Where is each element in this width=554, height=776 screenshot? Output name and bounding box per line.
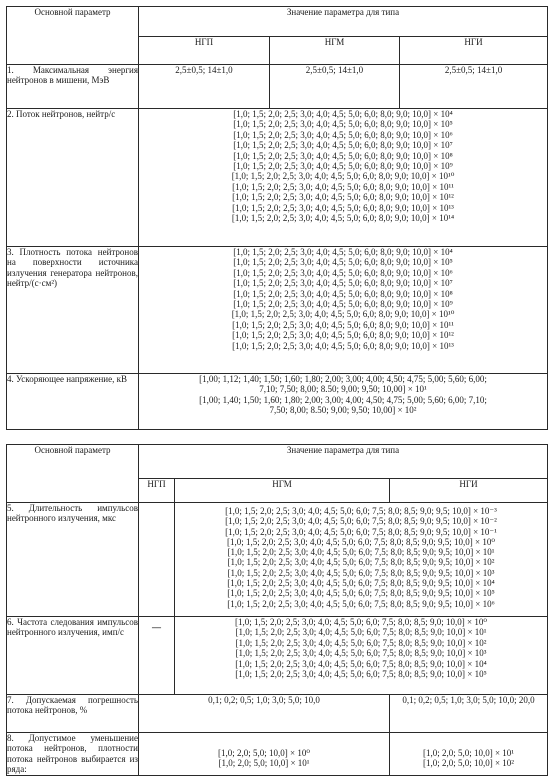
parameters-table-top — [6, 6, 548, 430]
type-header-ngp: НГП — [139, 479, 175, 503]
value-line: [1,0; 1,5; 2,0; 2,5; 3,0; 4,0; 4,5; 5,0; 6,0; 8,0; 9,0; 10,0] × 10⁷ — [233, 140, 453, 151]
value-line: [1,0; 1,5; 2,0; 2,5; 3,0; 4,0; 4,5; 5,0; 6,0; 7,5; 8,0; 8,5; 9,0; 10,0] × 10¹ — [235, 627, 487, 638]
value-line: [1,0; 1,5; 2,0; 2,5; 3,0; 4,0; 4,5; 5,0; 6,0; 7,5; 8,0; 8,5; 9,0; 10,0] × 10⁴ — [235, 658, 487, 669]
type-header-ngm: НГМ — [175, 479, 390, 503]
value-line: [1,0; 2,0; 5,0; 10,0] × 10¹ — [422, 747, 515, 758]
type-header-ngi: НГИ — [390, 479, 548, 503]
value-line: 7,10; 7,50; 8,00; 8.50; 9,00; 9,50; 10,00] × 10¹ — [259, 384, 427, 395]
value-line: [1,0; 1,5; 2,0; 2,5; 3,0; 4,0; 4,5; 5,0; 6,0; 8,0; 9,0; 10,0] × 10¹³ — [232, 340, 454, 351]
value-line: [1,0; 1,5; 2,0; 2,5; 3,0; 4,0; 4,5; 5,0; 6,0; 8,0; 9,0; 10,0] × 10⁴ — [233, 109, 453, 119]
row-2-values — [139, 109, 548, 247]
row-7-name: 7. Допускаемая погрешность потока нейтронов, % — [7, 695, 139, 733]
value-line: [1,0; 1,5; 2,0; 2,5; 3,0; 4,0; 4,5; 5,0; 6,0; 7,5; 8,0; 8,5; 9,0; 9,5; 10,0] × 10⁻² — [225, 516, 497, 527]
row-6-values — [175, 617, 548, 695]
row-3-name: 3. Плотность потока нейтронов на поверхности источника излучения генератора нейтронов, нейтр/(с·см²) — [7, 247, 139, 374]
value-line: [1,0; 1,5; 2,0; 2,5; 3,0; 4,0; 4,5; 5,0; 6,0; 7,5; 8,0; 8,5; 9,0; 9,5; 10,0] × 10³ — [227, 567, 495, 578]
row-5-values — [175, 503, 548, 617]
value-line: 7,50; 8,00; 8.50; 9,00; 9,50; 10,00] × 10² — [269, 405, 417, 416]
row-3-values — [139, 247, 548, 374]
value-line: [1,0; 1,5; 2,0; 2,5; 3,0; 4,0; 4,5; 5,0; 6,0; 7,5; 8,0; 8,5; 9,0; 9,5; 10,0] × 10⁵ — [227, 588, 495, 599]
value-line: [1,0; 1,5; 2,0; 2,5; 3,0; 4,0; 4,5; 5,0; 6,0; 8,0; 9,0; 10,0] × 10¹⁰ — [231, 309, 455, 320]
value-line: [1,0; 1,5; 2,0; 2,5; 3,0; 4,0; 4,5; 5,0; 6,0; 8,0; 9,0; 10,0] × 10⁵ — [233, 119, 453, 130]
row-7-value-ngi: 0,1; 0,2; 0,5; 1,0; 3,0; 5,0; 10,0; 20,0 — [390, 695, 548, 733]
value-line: [1,0; 1,5; 2,0; 2,5; 3,0; 4,0; 4,5; 5,0; 6,0; 8,0; 9,0; 10,0] × 10¹⁰ — [231, 171, 455, 182]
value-column-header: Значение параметра для типа — [139, 7, 548, 37]
row-5-name: 5. Длительность импульсов нейтронного излучения, мкс — [7, 503, 139, 617]
type-header-ngi: НГИ — [400, 37, 548, 65]
value-line: [1,0; 1,5; 2,0; 2,5; 3,0; 4,0; 4,5; 5,0; 6,0; 8,0; 9,0; 10,0] × 10¹⁴ — [231, 213, 455, 224]
value-line: [1,0; 1,5; 2,0; 2,5; 3,0; 4,0; 4,5; 5,0; 6,0; 7,5; 8,0; 8,5; 9,0; 9,5; 10,0] × 10⁶ — [227, 598, 495, 609]
value-line: [1,00; 1,40; 1,50; 1,60; 1,80; 2,00; 3,00; 4,00; 4,50; 4,75; 5,00; 5,60; 6,00; 7,10; — [199, 394, 487, 405]
value-line: [1,0; 1,5; 2,0; 2,5; 3,0; 4,0; 4,5; 5,0; 6,0; 7,5; 8,0; 8,5; 9,0; 10,0] × 10⁰ — [235, 617, 487, 627]
value-line: [1,0; 1,5; 2,0; 2,5; 3,0; 4,0; 4,5; 5,0; 6,0; 8,0; 9,0; 10,0] × 10⁵ — [233, 257, 453, 268]
value-line: [1,0; 1,5; 2,0; 2,5; 3,0; 4,0; 4,5; 5,0; 6,0; 7,5; 8,0; 8,5; 9,0; 10,0] × 10² — [235, 637, 487, 648]
row-1-value-ngp: 2,5±0,5; 14±1,0 — [139, 65, 270, 109]
value-line: [1,0; 1,5; 2,0; 2,5; 3,0; 4,0; 4,5; 5,0; 6,0; 7,5; 8,0; 8,5; 9,0; 9,5; 10,0] × 10⁴ — [227, 578, 495, 589]
value-line: [1,0; 1,5; 2,0; 2,5; 3,0; 4,0; 4,5; 5,0; 6,0; 8,0; 9,0; 10,0] × 10⁷ — [233, 278, 453, 289]
value-line: [1,0; 1,5; 2,0; 2,5; 3,0; 4,0; 4,5; 5,0; 6,0; 8,0; 9,0; 10,0] × 10⁹ — [233, 299, 453, 310]
value-line: [1,0; 1,5; 2,0; 2,5; 3,0; 4,0; 4,5; 5,0; 6,0; 7,5; 8,0; 8,5; 9,0; 9,5; 10,0] × 10⁰ — [227, 536, 495, 547]
value-line: [1,0; 1,5; 2,0; 2,5; 3,0; 4,0; 4,5; 5,0; 6,0; 8,0; 9,0; 10,0] × 10⁶ — [233, 129, 453, 140]
value-line: [1,0; 1,5; 2,0; 2,5; 3,0; 4,0; 4,5; 5,0; 6,0; 8,0; 9,0; 10,0] × 10⁸ — [233, 150, 453, 161]
value-line: [1,0; 2,0; 5,0; 10,0] × 10² — [422, 758, 515, 769]
type-header-ngm: НГМ — [270, 37, 400, 65]
param-column-header: Основной параметр — [7, 7, 139, 65]
value-line: [1,0; 1,5; 2,0; 2,5; 3,0; 4,0; 4,5; 5,0; 6,0; 7,5; 8,0; 8,5; 9,0; 9,5; 10,0] × 10⁻¹ — [225, 526, 497, 537]
value-line: [1,0; 1,5; 2,0; 2,5; 3,0; 4,0; 4,5; 5,0; 6,0; 7,5; 8,0; 8,5; 9,0; 9,5; 10,0] × 10⁻³ — [225, 506, 497, 516]
row-1-value-ngi: 2,5±0,5; 14±1,0 — [400, 65, 548, 109]
value-line: [1,0; 1,5; 2,0; 2,5; 3,0; 4,0; 4,5; 5,0; 6,0; 8,0; 9,0; 10,0] × 10¹³ — [232, 202, 454, 213]
value-line: [1,0; 1,5; 2,0; 2,5; 3,0; 4,0; 4,5; 5,0; 6,0; 8,0; 9,0; 10,0] × 10⁸ — [233, 288, 453, 299]
row-5-ngp-empty — [139, 503, 175, 617]
value-line: [1,0; 1,5; 2,0; 2,5; 3,0; 4,0; 4,5; 5,0; 6,0; 7,5; 8,0; 8,5; 9,0; 10,0] × 10³ — [235, 648, 487, 659]
value-line: [1,0; 1,5; 2,0; 2,5; 3,0; 4,0; 4,5; 5,0; 6,0; 8,0; 9,0; 10,0] × 10¹¹ — [232, 319, 454, 330]
value-line: [1,0; 1,5; 2,0; 2,5; 3,0; 4,0; 4,5; 5,0; 6,0; 8,0; 9,0; 10,0] × 10¹² — [232, 330, 454, 341]
parameters-table-bottom — [6, 444, 548, 776]
value-line: [1,0; 1,5; 2,0; 2,5; 3,0; 4,0; 4,5; 5,0; 6,0; 8,0; 9,0; 10,0] × 10⁶ — [233, 267, 453, 278]
row-6-name: 6. Частота следования импульсов нейтронного излучения, имп/с — [7, 617, 139, 695]
value-line: [1,0; 1,5; 2,0; 2,5; 3,0; 4,0; 4,5; 5,0; 6,0; 7,5; 8,0; 8,5; 9,0; 9,5; 10,0] × 10² — [227, 557, 495, 568]
value-line: [1,0; 2,0; 5,0; 10,0] × 10¹ — [218, 758, 310, 769]
row-2-name: 2. Поток нейтронов, нейтр/с — [7, 109, 139, 247]
row-6-ngp-dash: — — [139, 617, 175, 695]
value-line: [1,0; 2,0; 5,0; 10,0] × 10⁰ — [218, 747, 310, 758]
value-line: [1,0; 1,5; 2,0; 2,5; 3,0; 4,0; 4,5; 5,0; 6,0; 7,5; 8,0; 8,5; 9,0; 9,5; 10,0] × 10¹ — [227, 547, 495, 558]
type-header-ngp: НГП — [139, 37, 270, 65]
value-line: [1,00; 1,12; 1,40; 1,50; 1,60; 1,80; 2,00; 3,00; 4,00; 4,50; 4,75; 5,00; 5,60; 6,00; — [199, 374, 487, 384]
row-4-values — [139, 374, 548, 430]
value-line: [1,0; 1,5; 2,0; 2,5; 3,0; 4,0; 4,5; 5,0; 6,0; 8,0; 9,0; 10,0] × 10¹² — [232, 192, 454, 203]
row-4-name: 4. Ускоряющее напряжение, кВ — [7, 374, 139, 430]
row-8-value-ngi — [390, 733, 548, 776]
param-column-header: Основной параметр — [7, 445, 139, 503]
row-7-value-ngp-ngm: 0,1; 0,2; 0,5; 1,0; 3,0; 5,0; 10,0 — [139, 695, 390, 733]
row-8-value-ngp-ngm — [139, 733, 390, 776]
value-column-header: Значение параметра для типа — [139, 445, 548, 479]
value-line: [1,0; 1,5; 2,0; 2,5; 3,0; 4,0; 4,5; 5,0; 6,0; 8,0; 9,0; 10,0] × 10⁴ — [233, 247, 453, 257]
row-1-value-ngm: 2,5±0,5; 14±1,0 — [270, 65, 400, 109]
value-line: [1,0; 1,5; 2,0; 2,5; 3,0; 4,0; 4,5; 5,0; 6,0; 8,0; 9,0; 10,0] × 10⁹ — [233, 161, 453, 172]
value-line: [1,0; 1,5; 2,0; 2,5; 3,0; 4,0; 4,5; 5,0; 6,0; 7,5; 8,0; 8,5; 9,0; 10,0] × 10⁵ — [235, 669, 487, 680]
value-line: [1,0; 1,5; 2,0; 2,5; 3,0; 4,0; 4,5; 5,0; 6,0; 8,0; 9,0; 10,0] × 10¹¹ — [232, 181, 454, 192]
row-1-name: 1. Максимальная энергия нейтронов в мишени, МэВ — [7, 65, 139, 109]
row-8-name: 8. Допустимое уменьшение потока нейтронов, плотности потока нейтронов выбирается из ряда: — [7, 733, 138, 775]
